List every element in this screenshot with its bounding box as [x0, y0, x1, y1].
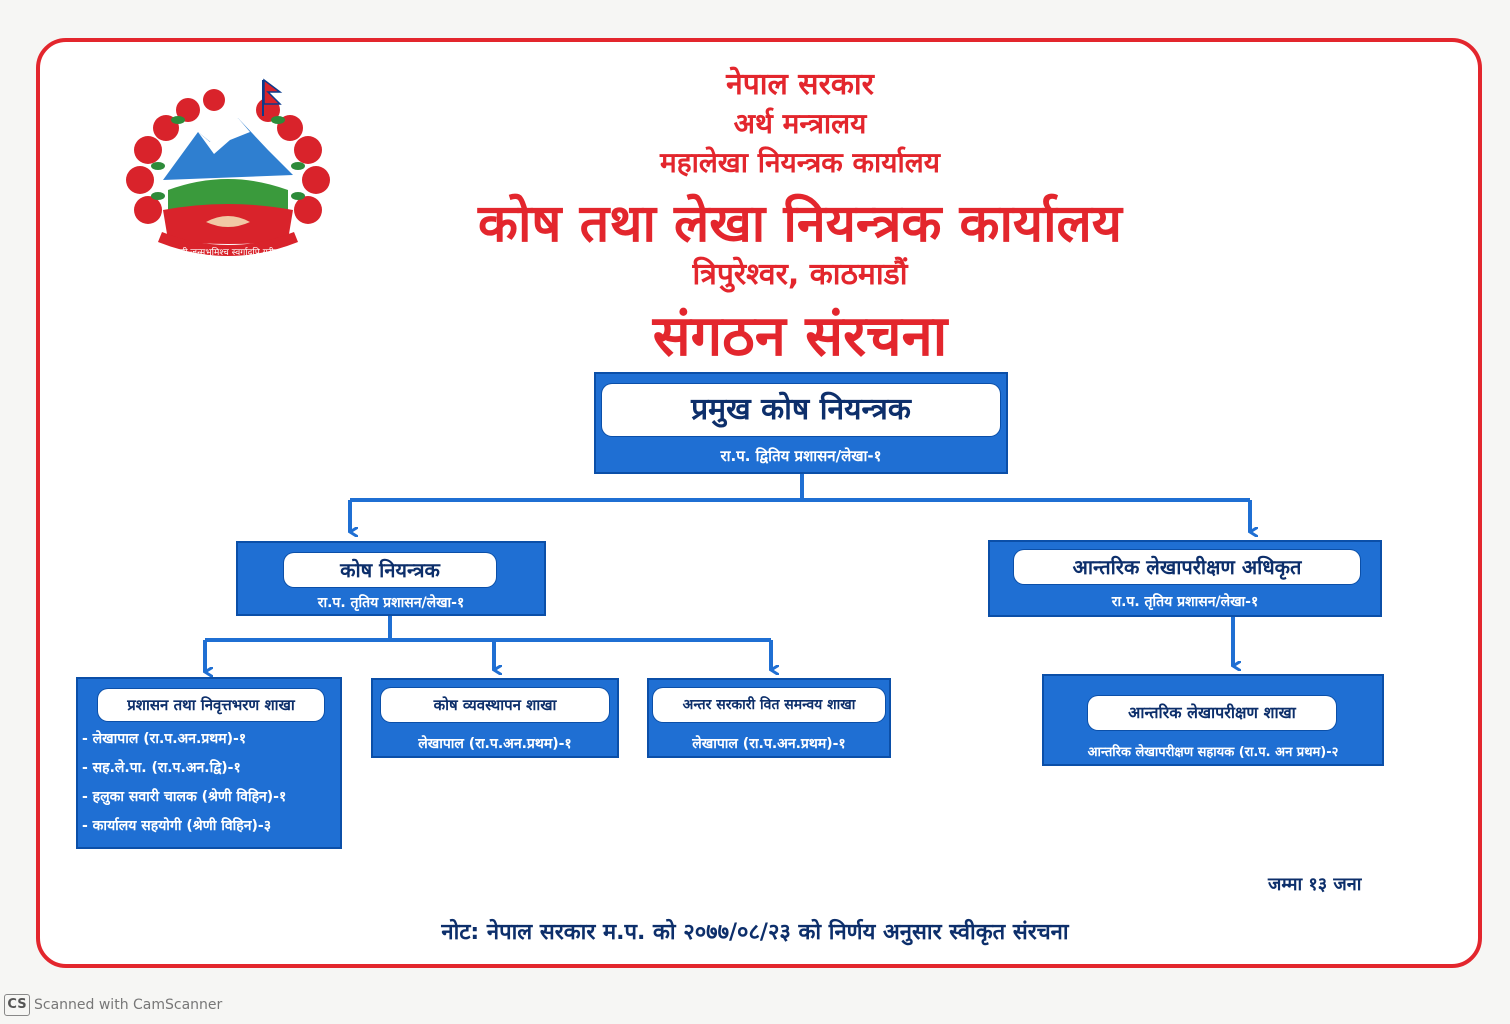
node-chief-treasury-controller — [594, 372, 1008, 474]
node-subtitle: आन्तरिक लेखापरीक्षण सहायक (रा.प. अन प्रथम)-२ — [1087, 745, 1339, 760]
node-subtitle: रा.प. तृतिय प्रशासन/लेखा-१ — [317, 595, 465, 611]
total-staff-count: जम्मा १३ जना — [1268, 874, 1362, 895]
node-title: आन्तरिक लेखापरीक्षण शाखा — [1088, 696, 1336, 730]
node-treasury-controller — [236, 541, 546, 616]
header-location: त्रिपुरेश्वर, काठमाडौं — [692, 257, 908, 292]
node-admin-pension-branch — [76, 677, 342, 849]
node-internal-audit-branch — [1042, 674, 1384, 766]
watermark-text: Scanned with CamScanner — [34, 997, 223, 1013]
emblem-motto: जननी जन्मभूमिश्च स्वर्गादपि गरीयसी — [168, 248, 288, 258]
approval-note: नोट: नेपाल सरकार म.प. को २०७७/०८/२३ को निर्णय अनुसार स्वीकृत संरचना — [441, 920, 1069, 945]
node-title: कोष नियन्त्रक — [284, 553, 496, 587]
list-item: - कार्यालय सहयोगी (श्रेणी विहिन)-३ — [82, 818, 271, 834]
list-item: - सह.ले.पा. (रा.प.अन.द्वि)-१ — [82, 760, 241, 776]
node-title: आन्तरिक लेखापरीक्षण अधिकृत — [1014, 550, 1360, 584]
node-intergov-finance-branch — [647, 678, 891, 758]
header-line-government: नेपाल सरकार — [726, 67, 874, 102]
page-title: संगठन संरचना — [652, 304, 948, 369]
staff-list — [82, 725, 286, 841]
node-subtitle: रा.प. तृतिय प्रशासन/लेखा-१ — [1111, 594, 1259, 610]
camscanner-watermark — [4, 994, 222, 1016]
node-subtitle: लेखापाल (रा.प.अन.प्रथम)-१ — [692, 736, 846, 752]
camscanner-logo-icon: CS — [4, 994, 30, 1016]
node-treasury-management-branch — [371, 678, 619, 758]
node-title: प्रशासन तथा निवृत्तभरण शाखा — [98, 689, 324, 721]
header-line-department: महालेखा नियन्त्रक कार्यालय — [659, 146, 941, 179]
list-item: - लेखापाल (रा.प.अन.प्रथम)-१ — [82, 731, 247, 747]
node-internal-audit-officer — [988, 540, 1382, 617]
header-office-name: कोष तथा लेखा नियन्त्रक कार्यालय — [478, 194, 1122, 254]
node-subtitle: लेखापाल (रा.प.अन.प्रथम)-१ — [418, 736, 572, 752]
list-item: - हलुका सवारी चालक (श्रेणी विहिन)-१ — [82, 789, 287, 805]
node-title: प्रमुख कोष नियन्त्रक — [602, 384, 1000, 436]
node-title: अन्तर सरकारी वित समन्वय शाखा — [653, 688, 885, 722]
node-title: कोष व्यवस्थापन शाखा — [381, 688, 609, 722]
header-line-ministry: अर्थ मन्त्रालय — [733, 107, 867, 140]
node-subtitle: रा.प. द्वितिय प्रशासन/लेखा-१ — [720, 447, 882, 465]
